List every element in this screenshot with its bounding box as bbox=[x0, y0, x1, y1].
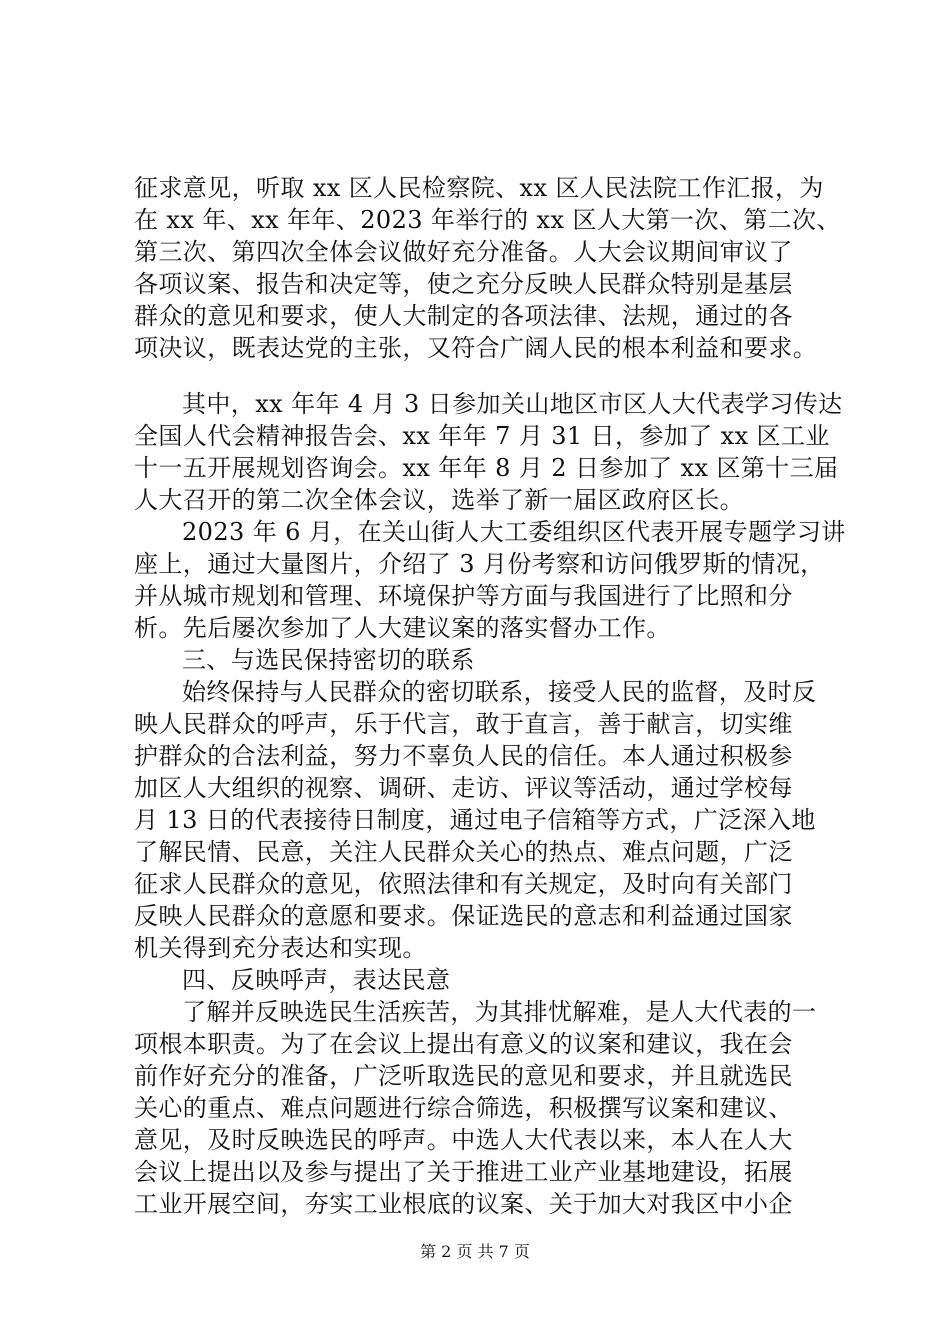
text-line: 群众的意见和要求，使人大制定的各项法律、法规，通过的各 bbox=[134, 302, 793, 330]
paragraph-3 bbox=[134, 516, 846, 644]
body-text bbox=[134, 172, 846, 1220]
text-line: 2023 年 6 月，在关山街人大工委组织区代表开展专题学习讲 bbox=[182, 518, 846, 546]
section-heading-4: 四、反映呼声，表达民意 bbox=[182, 966, 451, 994]
text-line: 项决议，既表达党的主张，又符合广阔人民的根本利益和要求。 bbox=[134, 334, 818, 362]
paragraph-2 bbox=[134, 388, 843, 516]
text-line: 各项议案、报告和决定等，使之充分反映人民群众特别是基层 bbox=[134, 270, 793, 298]
text-line: 反映人民群众的意愿和要求。保证选民的意志和利益通过国家 bbox=[134, 902, 793, 930]
text-line: 工业开展空间，夯实工业根底的议案、关于加大对我区中小企 bbox=[134, 1190, 793, 1218]
paragraph-spacer bbox=[134, 364, 824, 388]
text-line: 项根本职责。为了在会议上提出有意义的议案和建议，我在会 bbox=[134, 1030, 793, 1058]
text-line: 机关得到充分表达和实现。 bbox=[134, 934, 427, 962]
text-line: 征求人民群众的意见，依照法律和有关规定，及时向有关部门 bbox=[134, 870, 793, 898]
text-line: 座上，通过大量图片，介绍了 3 月份考察和访问俄罗斯的情况， bbox=[134, 550, 825, 578]
text-line: 在 xx 年、xx 年年、2023 年举行的 xx 区人大第一次、第二次、 bbox=[134, 206, 841, 234]
paragraph-5 bbox=[134, 996, 824, 1220]
text-line: 并从城市规划和管理、环境保护等方面与我国进行了比照和分 bbox=[134, 582, 793, 610]
text-line: 始终保持与人民群众的密切联系，接受人民的监督，及时反 bbox=[182, 678, 817, 706]
text-line: 前作好充分的准备，广泛听取选民的意见和要求，并且就选民 bbox=[134, 1062, 793, 1090]
text-line: 第三次、第四次全体会议做好充分准备。人大会议期间审议了 bbox=[134, 238, 793, 266]
text-line: 征求意见，听取 xx 区人民检察院、xx 区人民法院工作汇报，为 bbox=[134, 174, 824, 202]
text-line: 了解民情、民意，关注人民群众关心的热点、难点问题，广泛 bbox=[134, 838, 793, 866]
text-line: 加区人大组织的视察、调研、走访、评议等活动，通过学校每 bbox=[134, 774, 793, 802]
text-line: 十一五开展规划咨询会。xx 年年 8 月 2 日参加了 xx 区第十三届 bbox=[134, 454, 839, 482]
text-line: 析。先后屡次参加了人大建议案的落实督办工作。 bbox=[134, 614, 671, 642]
paragraph-4 bbox=[134, 676, 824, 964]
section-heading-3: 三、与选民保持密切的联系 bbox=[182, 646, 475, 674]
text-line: 了解并反映选民生活疾苦，为其排忧解难，是人大代表的一 bbox=[182, 998, 817, 1026]
text-line: 关心的重点、难点问题进行综合筛选，积极撰写议案和建议、 bbox=[134, 1094, 793, 1122]
text-line: 其中，xx 年年 4 月 3 日参加关山地区市区人大代表学习传达 bbox=[182, 390, 843, 418]
page-number-footer: 第 2 页 共 7 页 bbox=[420, 1242, 530, 1261]
text-line: 映人民群众的呼声，乐于代言，敢于直言，善于献言，切实维 bbox=[134, 710, 793, 738]
text-line: 全国人代会精神报告会、xx 年年 7 月 31 日，参加了 xx 区工业 bbox=[134, 422, 830, 450]
text-line: 会议上提出以及参与提出了关于推进工业产业基地建设，拓展 bbox=[134, 1158, 793, 1186]
text-line: 护群众的合法利益，努力不辜负人民的信任。本人通过积极参 bbox=[134, 742, 793, 770]
text-line: 意见，及时反映选民的呼声。中选人大代表以来，本人在人大 bbox=[134, 1126, 793, 1154]
text-line: 月 13 日的代表接待日制度，通过电子信箱等方式，广泛深入地 bbox=[134, 806, 816, 834]
text-line: 人大召开的第二次全体会议，选举了新一届区政府区长。 bbox=[134, 486, 744, 514]
paragraph-1 bbox=[134, 172, 841, 364]
